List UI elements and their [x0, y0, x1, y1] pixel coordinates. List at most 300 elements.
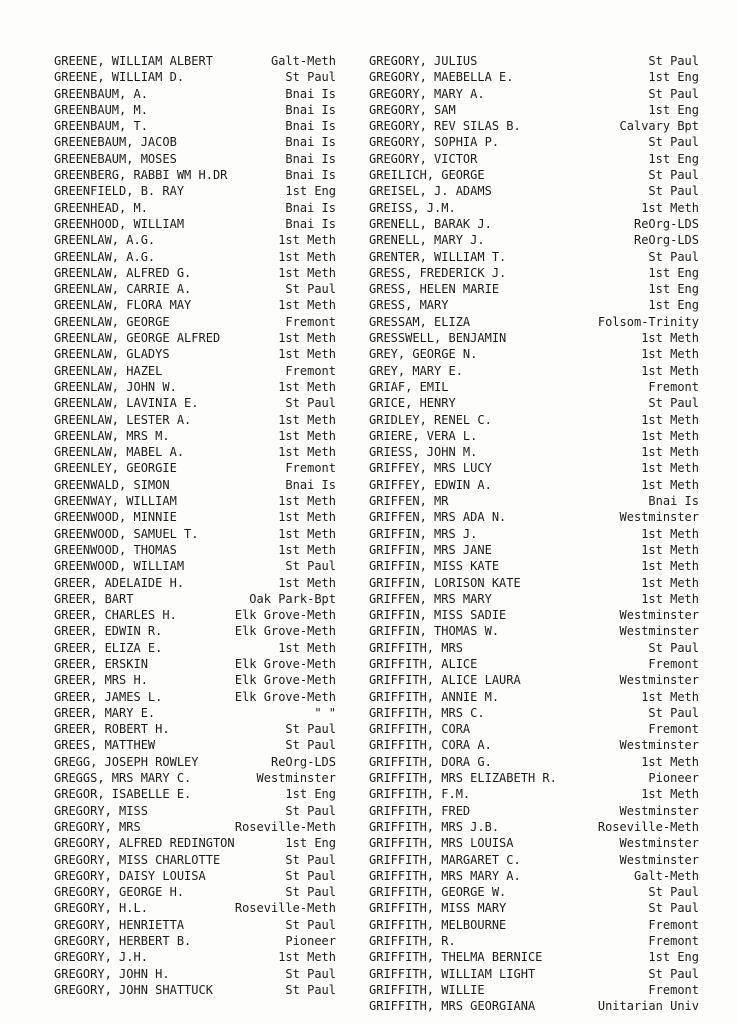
entry-church: Fremont	[285, 461, 336, 476]
entry-church: Elk Grove-Meth	[234, 689, 336, 704]
register-entry	[369, 330, 699, 346]
entry-name: GRIFFITH, DORA G.	[369, 754, 492, 769]
entry-name: GREGORY, SOPHIA P.	[369, 135, 500, 150]
entry-name: GREGORY, HERBERT B.	[54, 934, 192, 949]
entry-church: St Paul	[285, 738, 336, 753]
entry-name: GREENEBAUM, JACOB	[54, 135, 177, 150]
register-entry	[54, 151, 336, 167]
entry-name: GRIDLEY, RENEL C.	[369, 412, 492, 427]
register-entry	[369, 444, 699, 460]
entry-church: 1st Meth	[278, 428, 336, 443]
entry-name: GREER, MRS H.	[54, 673, 148, 688]
register-entry	[54, 656, 336, 672]
register-entry	[369, 428, 699, 444]
entry-church: 1st Eng	[648, 282, 699, 297]
left-column	[54, 53, 336, 998]
entry-church: St Paul	[285, 966, 336, 981]
register-entry	[369, 998, 699, 1014]
entry-name: GREENLAW, MABEL A.	[54, 445, 185, 460]
entry-church: 1st Meth	[641, 412, 699, 427]
entry-name: GRIFFEN, MRS MARY	[369, 591, 492, 606]
register-entry	[369, 884, 699, 900]
entry-name: GRIFFITH, THELMA BERNICE	[369, 950, 543, 965]
entry-name: GRIFFEN, MR	[369, 494, 449, 509]
register-entry	[54, 183, 336, 199]
entry-name: GREENBAUM, M.	[54, 102, 148, 117]
entry-name: GREENE, WILLIAM D.	[54, 70, 185, 85]
register-entry	[369, 363, 699, 379]
entry-church: Bnai Is	[285, 102, 336, 117]
register-entry	[54, 900, 336, 916]
entry-name: GREENLEY, GEORGIE	[54, 461, 177, 476]
entry-church: Bnai Is	[285, 151, 336, 166]
entry-name: GREENWALD, SIMON	[54, 477, 170, 492]
register-entry	[369, 835, 699, 851]
entry-name: GREENBERG, RABBI WM H.DR	[54, 168, 228, 183]
register-entry	[369, 900, 699, 916]
entry-church: Westminster	[619, 852, 699, 867]
entry-name: GREGORY, ALFRED REDINGTON	[54, 836, 235, 851]
entry-name: GRIFFITH, FRED	[369, 803, 471, 818]
entry-name: GRIFFITH, ALICE LAURA	[369, 673, 521, 688]
register-entry	[369, 86, 699, 102]
entry-name: GRIFFITH, ANNIE M.	[369, 689, 500, 704]
entry-church: Bnai Is	[285, 200, 336, 215]
register-entry	[54, 216, 336, 232]
register-entry	[369, 346, 699, 362]
register-entry	[369, 216, 699, 232]
entry-church: Roseville-Meth	[597, 819, 699, 834]
entry-name: GRIFFITH, CORA	[369, 722, 471, 737]
register-entry	[369, 868, 699, 884]
entry-name: GRIFFITH, WILLIE	[369, 982, 485, 997]
entry-name: GREENLAW, LAVINIA E.	[54, 396, 199, 411]
entry-church: Bnai Is	[285, 168, 336, 183]
register-entry	[54, 86, 336, 102]
entry-name: GREES, MATTHEW	[54, 738, 156, 753]
register-entry	[54, 281, 336, 297]
entry-name: GRIESS, JOHN M.	[369, 445, 478, 460]
entry-name: GREILICH, GEORGE	[369, 168, 485, 183]
entry-name: GRIFFITH, MISS MARY	[369, 901, 507, 916]
register-entry	[369, 118, 699, 134]
entry-name: GREER, CHARLES H.	[54, 608, 177, 623]
entry-name: GREENLAW, MRS M.	[54, 428, 170, 443]
entry-name: GRICE, HENRY	[369, 396, 456, 411]
register-entry	[54, 770, 336, 786]
entry-church: St Paul	[648, 396, 699, 411]
entry-name: GRIFFITH, MRS	[369, 640, 463, 655]
entry-church: St Paul	[648, 135, 699, 150]
entry-church: Unitarian Univ	[597, 999, 699, 1014]
register-entry	[369, 526, 699, 542]
register-entry	[369, 754, 699, 770]
entry-church: St Paul	[285, 852, 336, 867]
entry-church: St Paul	[648, 885, 699, 900]
register-entry	[54, 314, 336, 330]
register-entry	[54, 346, 336, 362]
entry-church: 1st Meth	[278, 526, 336, 541]
entry-name: GRIFFIN, THOMAS W.	[369, 624, 500, 639]
entry-name: GRIFFITH, MELBOURNE	[369, 917, 507, 932]
register-entry	[369, 770, 699, 786]
entry-name: GREISEL, J. ADAMS	[369, 184, 492, 199]
entry-church: Westminster	[619, 510, 699, 525]
entry-church: St Paul	[648, 901, 699, 916]
entry-name: GRIFFITH, MARGARET C.	[369, 852, 521, 867]
register-entry	[54, 249, 336, 265]
entry-church: 1st Eng	[648, 102, 699, 117]
entry-name: GREGORY, MAEBELLA E.	[369, 70, 514, 85]
register-entry	[369, 672, 699, 688]
register-entry	[369, 412, 699, 428]
entry-name: GREENE, WILLIAM ALBERT	[54, 54, 213, 68]
entry-name: GRIFFIN, MRS J.	[369, 526, 478, 541]
entry-name: GRIFFEN, MRS ADA N.	[369, 510, 507, 525]
entry-church: 1st Eng	[648, 70, 699, 85]
register-entry	[54, 412, 336, 428]
entry-church: Pioneer	[648, 771, 699, 786]
entry-name: GREENBAUM, T.	[54, 119, 148, 134]
entry-name: GREENWOOD, WILLIAM	[54, 559, 185, 574]
entry-name: GREGORY, GEORGE H.	[54, 885, 185, 900]
register-entry	[54, 982, 336, 998]
entry-name: GREGORY, HENRIETTA	[54, 917, 185, 932]
register-entry	[369, 509, 699, 525]
entry-name: GREENFIELD, B. RAY	[54, 184, 185, 199]
entry-name: GREGORY, DAISY LOUISA	[54, 868, 206, 883]
entry-church: Roseville-Meth	[234, 901, 336, 916]
register-entry	[54, 526, 336, 542]
entry-church: 1st Meth	[641, 559, 699, 574]
entry-church: St Paul	[648, 705, 699, 720]
entry-name: GREENWOOD, SAMUEL T.	[54, 526, 199, 541]
register-entry	[54, 607, 336, 623]
entry-name: GREENWAY, WILLIAM	[54, 494, 177, 509]
entry-church: 1st Meth	[641, 200, 699, 215]
register-entry	[54, 167, 336, 183]
entry-church: Westminster	[619, 836, 699, 851]
register-entry	[369, 737, 699, 753]
entry-church: 1st Meth	[278, 233, 336, 248]
entry-name: GREENLAW, GLADYS	[54, 347, 170, 362]
entry-name: GREENHOOD, WILLIAM	[54, 216, 185, 231]
register-entry	[54, 754, 336, 770]
entry-church: 1st Meth	[278, 575, 336, 590]
register-entry	[369, 640, 699, 656]
entry-church: St Paul	[285, 917, 336, 932]
entry-church: Roseville-Meth	[234, 819, 336, 834]
register-entry	[54, 966, 336, 982]
entry-church: 1st Meth	[641, 526, 699, 541]
register-entry	[54, 575, 336, 591]
entry-church: 1st Eng	[285, 184, 336, 199]
register-entry	[369, 852, 699, 868]
entry-name: GREENLAW, GEORGE	[54, 314, 170, 329]
register-entry	[369, 460, 699, 476]
register-entry	[54, 330, 336, 346]
register-entry	[369, 786, 699, 802]
register-entry	[369, 623, 699, 639]
entry-church: 1st Meth	[641, 331, 699, 346]
entry-name: GREER, JAMES L.	[54, 689, 163, 704]
register-entry	[369, 819, 699, 835]
entry-church: Westminster	[619, 673, 699, 688]
entry-name: GRIFFIN, MISS SADIE	[369, 608, 507, 623]
register-entry	[369, 183, 699, 199]
register-entry	[54, 542, 336, 558]
entry-name: GREGORY, H.L.	[54, 901, 148, 916]
register-entry	[369, 53, 699, 69]
entry-name: GREER, ERSKIN	[54, 656, 148, 671]
entry-name: GRIFFITH, F.M.	[369, 787, 471, 802]
register-entry	[369, 542, 699, 558]
entry-name: GREENLAW, A.G.	[54, 233, 156, 248]
register-entry	[54, 428, 336, 444]
entry-church: St Paul	[285, 559, 336, 574]
entry-name: GREGORY, REV SILAS B.	[369, 119, 521, 134]
entry-church: Fremont	[648, 722, 699, 737]
entry-name: GREENLAW, LESTER A.	[54, 412, 192, 427]
register-entry	[54, 363, 336, 379]
entry-church: Bnai Is	[648, 494, 699, 509]
entry-church: 1st Meth	[278, 640, 336, 655]
register-entry	[369, 249, 699, 265]
register-entry	[54, 591, 336, 607]
register-entry	[369, 477, 699, 493]
register-entry	[54, 623, 336, 639]
entry-church: St Paul	[648, 249, 699, 264]
register-entry	[369, 265, 699, 281]
entry-church: 1st Meth	[278, 510, 336, 525]
entry-name: GRIFFITH, MRS MARY A.	[369, 868, 521, 883]
entry-church: St Paul	[285, 885, 336, 900]
entry-church: 1st Meth	[278, 494, 336, 509]
entry-name: GREENLAW, ALFRED G.	[54, 265, 192, 280]
entry-church: 1st Eng	[648, 265, 699, 280]
entry-name: GRESS, FREDERICK J.	[369, 265, 507, 280]
register-entry	[369, 558, 699, 574]
entry-name: GRESS, MARY	[369, 298, 449, 313]
register-entry	[369, 314, 699, 330]
entry-church: St Paul	[285, 282, 336, 297]
register-entry	[369, 705, 699, 721]
entry-name: GREGORY, J.H.	[54, 950, 148, 965]
entry-name: GREER, ROBERT H.	[54, 722, 170, 737]
register-entry	[54, 917, 336, 933]
right-column	[369, 53, 699, 1015]
entry-church: St Paul	[285, 722, 336, 737]
register-entry	[54, 69, 336, 85]
entry-name: GRIFFITH, MRS J.B.	[369, 819, 500, 834]
entry-name: GRIFFITH, CORA A.	[369, 738, 492, 753]
entry-name: GREENLAW, JOHN W.	[54, 379, 177, 394]
entry-name: GREGORY, MISS CHARLOTTE	[54, 852, 221, 867]
entry-name: GREGG, JOSEPH ROWLEY	[54, 754, 199, 769]
entry-name: GREENWOOD, THOMAS	[54, 542, 177, 557]
register-entry	[54, 721, 336, 737]
entry-name: GRESS, HELEN MARIE	[369, 282, 500, 297]
entry-church: 1st Meth	[641, 591, 699, 606]
entry-name: GRIFFITH, R.	[369, 934, 456, 949]
entry-name: GREGORY, MRS	[54, 819, 141, 834]
entry-church: St Paul	[285, 70, 336, 85]
entry-church: Bnai Is	[285, 477, 336, 492]
entry-church: Galt-Meth	[633, 868, 699, 883]
register-entry	[369, 379, 699, 395]
entry-church: Fremont	[648, 934, 699, 949]
entry-church: St Paul	[285, 803, 336, 818]
entry-name: GREISS, J.M.	[369, 200, 456, 215]
entry-church: 1st Meth	[641, 787, 699, 802]
entry-name: GREER, ADELAIDE H.	[54, 575, 185, 590]
register-entry	[54, 884, 336, 900]
register-entry	[369, 281, 699, 297]
register-entry	[369, 607, 699, 623]
register-entry	[54, 477, 336, 493]
entry-church: 1st Meth	[641, 477, 699, 492]
register-entry	[54, 118, 336, 134]
register-entry	[54, 395, 336, 411]
entry-church: Bnai Is	[285, 119, 336, 134]
register-entry	[54, 705, 336, 721]
entry-church: Westminster	[619, 803, 699, 818]
entry-name: GREENLAW, A.G.	[54, 249, 156, 264]
entry-church: St Paul	[648, 54, 699, 68]
register-entry	[369, 966, 699, 982]
entry-name: GREENLAW, GEORGE ALFRED	[54, 331, 221, 346]
entry-church: St Paul	[285, 982, 336, 997]
entry-name: GREGORY, JULIUS	[369, 54, 478, 68]
register-entry	[54, 672, 336, 688]
register-entry	[369, 982, 699, 998]
entry-church: St Paul	[648, 966, 699, 981]
register-entry	[369, 949, 699, 965]
register-entry	[54, 640, 336, 656]
register-entry	[54, 200, 336, 216]
entry-name: GREENWOOD, MINNIE	[54, 510, 177, 525]
register-entry	[369, 493, 699, 509]
entry-church: Oak Park-Bpt	[249, 591, 336, 606]
register-entry	[54, 689, 336, 705]
entry-church: 1st Eng	[285, 787, 336, 802]
entry-name: GRIFFEY, EDWIN A.	[369, 477, 492, 492]
entry-name: GREENBAUM, A.	[54, 86, 148, 101]
register-entry	[54, 134, 336, 150]
entry-church: ReOrg-LDS	[633, 233, 699, 248]
entry-name: GRENTER, WILLIAM T.	[369, 249, 507, 264]
register-entry	[54, 444, 336, 460]
entry-name: GRIFFITH, MRS C.	[369, 705, 485, 720]
register-entry	[369, 933, 699, 949]
entry-church: 1st Meth	[278, 445, 336, 460]
entry-church: Bnai Is	[285, 216, 336, 231]
entry-name: GRIAF, EMIL	[369, 379, 449, 394]
register-entry	[54, 460, 336, 476]
entry-church: 1st Meth	[278, 265, 336, 280]
register-entry	[54, 53, 336, 69]
register-entry	[54, 379, 336, 395]
entry-name: GRESSWELL, BENJAMIN	[369, 331, 507, 346]
entry-church: 1st Meth	[278, 542, 336, 557]
register-entry	[54, 868, 336, 884]
entry-name: GRIFFIN, MRS JANE	[369, 542, 492, 557]
entry-name: GREENLAW, FLORA MAY	[54, 298, 192, 313]
register-entry	[369, 721, 699, 737]
entry-church: Elk Grove-Meth	[234, 624, 336, 639]
entry-name: GREENEBAUM, MOSES	[54, 151, 177, 166]
register-entry	[369, 656, 699, 672]
entry-name: GREENLAW, CARRIE A.	[54, 282, 192, 297]
entry-name: GRIFFITH, GEORGE W.	[369, 885, 507, 900]
entry-name: GRIFFITH, MRS GEORGIANA	[369, 999, 536, 1014]
entry-church: Bnai Is	[285, 86, 336, 101]
register-entry	[369, 200, 699, 216]
register-entry	[54, 509, 336, 525]
register-entry	[54, 102, 336, 118]
register-entry	[54, 852, 336, 868]
entry-church: 1st Meth	[641, 445, 699, 460]
entry-name: GREGORY, JOHN SHATTUCK	[54, 982, 213, 997]
register-entry	[54, 949, 336, 965]
entry-church: Calvary Bpt	[619, 119, 699, 134]
entry-church: St Paul	[648, 184, 699, 199]
entry-church: Fremont	[285, 363, 336, 378]
entry-church: 1st Meth	[278, 249, 336, 264]
entry-church: 1st Meth	[641, 363, 699, 378]
entry-church: 1st Meth	[641, 542, 699, 557]
entry-name: GREENHEAD, M.	[54, 200, 148, 215]
entry-name: GRIFFIN, LORISON KATE	[369, 575, 521, 590]
entry-name: GREY, GEORGE N.	[369, 347, 478, 362]
register-entry	[54, 835, 336, 851]
register-entry	[54, 232, 336, 248]
entry-church: Fremont	[648, 982, 699, 997]
entry-name: GREER, ELIZA E.	[54, 640, 163, 655]
register-entry	[369, 689, 699, 705]
entry-church: 1st Meth	[641, 754, 699, 769]
entry-name: GREGORY, MISS	[54, 803, 148, 818]
entry-name: GRIFFITH, ALICE	[369, 656, 478, 671]
entry-church: 1st Meth	[278, 950, 336, 965]
entry-church: 1st Meth	[278, 412, 336, 427]
entry-church: St Paul	[648, 168, 699, 183]
entry-church: " "	[314, 705, 336, 720]
entry-church: ReOrg-LDS	[633, 216, 699, 231]
entry-church: 1st Meth	[278, 347, 336, 362]
register-entry	[369, 803, 699, 819]
entry-church: Elk Grove-Meth	[234, 673, 336, 688]
register-entry	[54, 737, 336, 753]
register-entry	[369, 102, 699, 118]
entry-church: 1st Eng	[648, 298, 699, 313]
entry-church: 1st Meth	[641, 347, 699, 362]
register-entry	[369, 917, 699, 933]
register-entry	[54, 558, 336, 574]
entry-church: St Paul	[285, 868, 336, 883]
entry-name: GREGORY, VICTOR	[369, 151, 478, 166]
register-entry	[369, 167, 699, 183]
entry-church: St Paul	[648, 640, 699, 655]
entry-name: GRESSAM, ELIZA	[369, 314, 471, 329]
entry-name: GRIFFEY, MRS LUCY	[369, 461, 492, 476]
register-entry	[54, 933, 336, 949]
entry-name: GRIFFITH, MRS ELIZABETH R.	[369, 771, 557, 786]
register-entry	[369, 591, 699, 607]
register-entry	[54, 493, 336, 509]
entry-church: Pioneer	[285, 934, 336, 949]
entry-name: GREGORY, MARY A.	[369, 86, 485, 101]
